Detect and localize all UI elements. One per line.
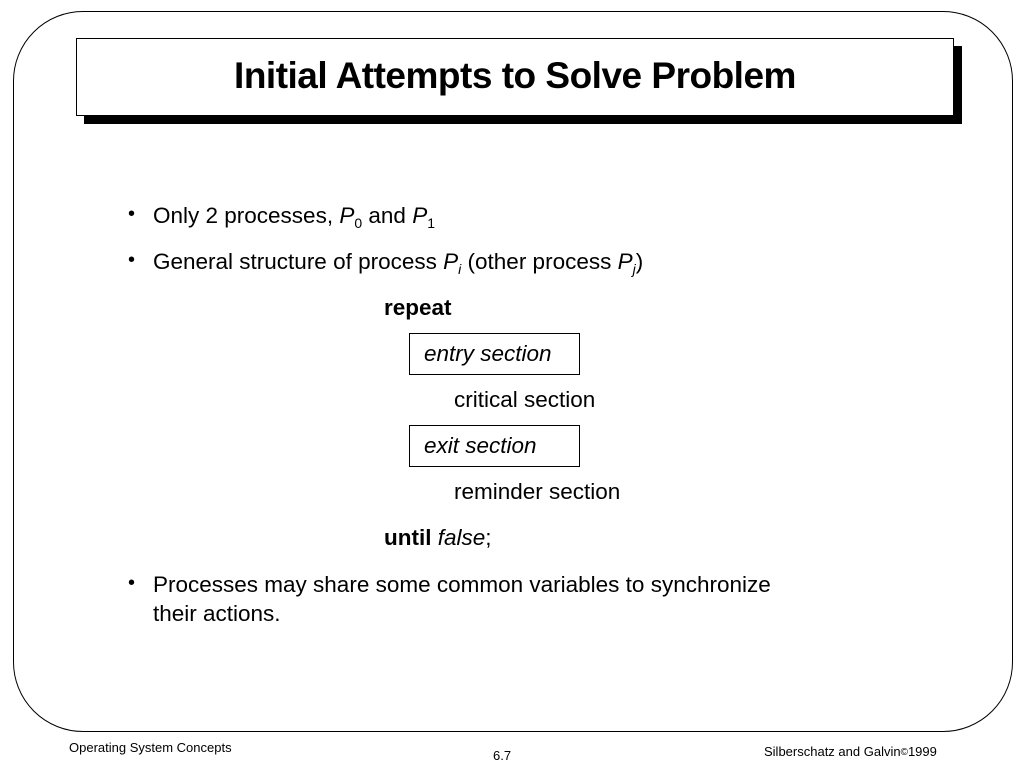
until-line <box>384 524 492 552</box>
exit-section-box <box>409 425 580 467</box>
sub-1: 1 <box>427 215 435 231</box>
footer-year: 1999 <box>907 744 937 759</box>
sub-j: j <box>632 261 636 277</box>
critical-section-label: critical section <box>454 387 596 412</box>
bullet-dot-1: • <box>128 203 136 225</box>
and-text: and <box>362 203 413 228</box>
entry-section-label: entry section <box>424 341 552 366</box>
copyright-icon: © <box>900 747 908 758</box>
title-box <box>76 38 954 116</box>
bullet-1-text: Only 2 processes, <box>153 203 340 228</box>
slide-title: Initial Attempts to Solve Problem <box>234 55 796 96</box>
semicolon: ; <box>485 525 492 550</box>
footer-course: Operating System Concepts <box>69 740 232 755</box>
repeat-keyword: repeat <box>384 295 452 320</box>
bullet-2-text: General structure of process <box>153 249 444 274</box>
bullet-3-line-2: their actions. <box>153 601 281 626</box>
var-p0: P <box>339 203 355 228</box>
footer-credit <box>764 744 937 759</box>
close-paren: ) <box>635 249 644 274</box>
bullet-dot-3: • <box>128 572 136 594</box>
footer-authors: Silberschatz and Galvin <box>764 744 901 759</box>
bullet-1 <box>153 202 435 230</box>
until-condition: false <box>437 525 486 550</box>
sub-0: 0 <box>354 215 363 231</box>
var-pj: P <box>617 249 633 274</box>
var-p1: P <box>412 203 428 228</box>
bullet-2 <box>153 248 643 276</box>
exit-section-label: exit section <box>424 433 537 458</box>
other-process-text: (other process <box>461 249 618 274</box>
until-keyword: until <box>384 525 432 550</box>
bullet-3-line-1: Processes may share some common variables to synchronize <box>153 572 771 597</box>
remainder-section-label: reminder section <box>454 479 621 504</box>
bullet-dot-2: • <box>128 249 136 271</box>
footer-page-number: 6.7 <box>493 748 512 763</box>
entry-section-box <box>409 333 580 375</box>
sub-i: i <box>458 261 462 277</box>
var-pi: P <box>443 249 459 274</box>
